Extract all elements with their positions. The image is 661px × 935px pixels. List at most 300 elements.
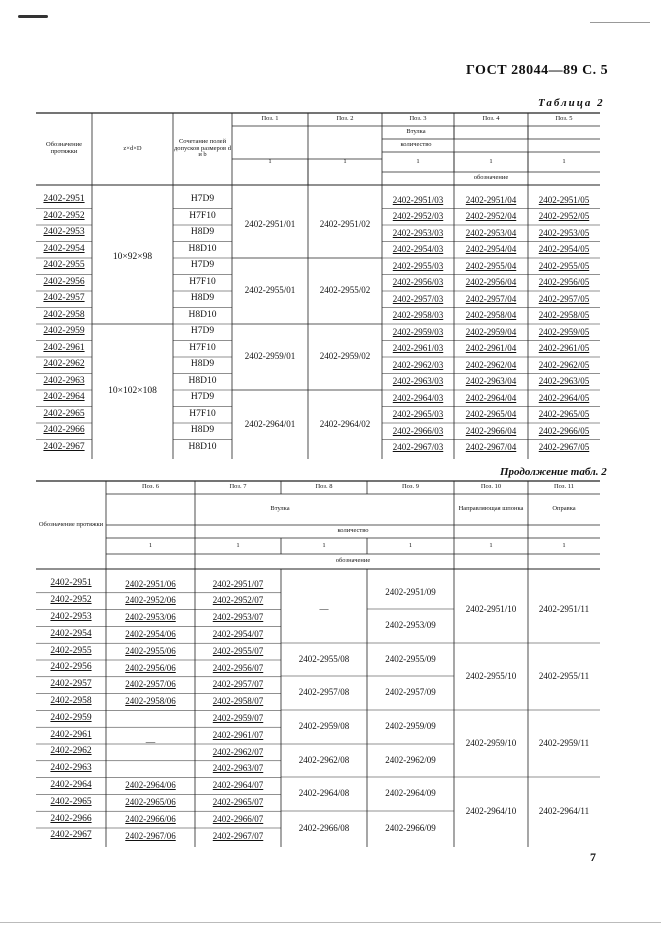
row-pos3-text: 2402-2961/03 [392,343,444,354]
dim-group-2-text: 10×102×108 [108,385,157,396]
cont-qty-value-10-text: 1 [489,541,493,549]
row-pos4-text: 2402-2963/04 [465,376,517,387]
pos9-group-5 [367,710,454,744]
row-pos3-text: 2402-2963/03 [392,376,444,387]
pos-label-2-text: Поз. 2 [336,115,354,123]
row-fit-text: H7F10 [189,276,216,287]
qty-value-2-text: 1 [343,157,347,165]
row-fit [173,423,232,440]
qty-value-4 [454,152,528,172]
row-fit [173,390,232,407]
cont-row-pos6-text: 2402-2965/06 [125,797,176,808]
row-pos3-text: 2402-2953/03 [392,227,444,238]
row-item-text: 2402-2958 [43,309,85,320]
row-pos3 [382,258,454,275]
row-fit-text: H8D10 [188,309,217,320]
row-pos5 [528,308,600,325]
cont-row-item-text: 2402-2956 [50,662,92,673]
quantity-header-text: количество [400,141,432,149]
row-item [36,440,92,457]
cont-row-item-text: 2402-2963 [50,763,92,774]
cont-row-item [36,694,106,711]
row-fit-text: H8D10 [188,441,217,452]
designation-header [382,172,600,185]
cont-row-pos6 [106,677,195,694]
cont-row-item-text: 2402-2961 [50,729,92,740]
pos11-group-4 [528,777,600,847]
row-pos3-text: 2402-2959/03 [392,326,444,337]
row-fit-text: H8D10 [188,243,217,254]
row-pos5-text: 2402-2954/05 [538,244,590,255]
pos10-group-2 [454,643,528,710]
pos-label-1-text: Поз. 1 [261,115,279,123]
row-item [36,374,92,391]
row-pos3 [382,440,454,457]
row-fit-text: H8D9 [190,359,215,370]
cont-row-item-text: 2402-2953 [50,612,92,622]
pos11-group-1-text: 2402-2951/11 [538,603,590,614]
cont-row-item-text: 2402-2959 [50,712,92,723]
row-fit-text: H8D9 [190,227,215,238]
cont-row-item [36,677,106,694]
cont-row-pos6 [106,626,195,643]
row-pos5 [528,258,600,275]
pos8-group-4 [281,710,367,744]
row-pos5-text: 2402-2953/05 [538,227,590,238]
cont-col-designation-header-text: Обозначение протяжки [38,520,104,528]
cont-row-pos7-text: 2402-2954/07 [212,629,264,640]
row-pos3-text: 2402-2951/03 [392,194,444,205]
pos11-group-3 [528,710,600,777]
cont-qty-value-8 [281,538,367,554]
cont-qty-value-11 [528,538,600,554]
row-fit [173,242,232,259]
row-pos5-text: 2402-2951/05 [538,194,590,205]
row-pos4 [454,225,528,242]
row-item-text: 2402-2957 [43,293,85,304]
cont-row-item-text: 2402-2952 [50,595,92,606]
cont-designation-header-text: обозначение [335,557,371,565]
row-pos5-text: 2402-2958/05 [538,310,590,321]
pos2-group-1-text: 2402-2951/02 [319,219,371,230]
row-fit [173,407,232,424]
cont-pos-label-10 [454,481,528,494]
pos1-group-2-text: 2402-2955/01 [244,285,296,296]
row-item [36,357,92,374]
pos9-group-7-text: 2402-2964/09 [385,788,436,799]
row-pos3 [382,341,454,358]
col-designation-header [36,113,92,185]
pos11-group-2 [528,643,600,710]
cont-row-pos7 [195,694,281,711]
cont-row-item-text: 2402-2964 [50,780,92,790]
row-pos3-text: 2402-2964/03 [392,392,444,403]
row-pos4-text: 2402-2954/04 [465,244,517,255]
col-fits-header [173,113,232,185]
cont-row-pos7-text: 2402-2964/07 [212,780,264,791]
cont-row-item-text: 2402-2954 [50,628,92,639]
row-fit-text: H7D9 [190,326,215,337]
pos1-group-2 [232,258,308,324]
row-fit-text: H7D9 [190,260,215,271]
row-pos3 [382,275,454,292]
cont-row-pos6-text: 2402-2966/06 [125,813,176,824]
row-pos3 [382,374,454,391]
row-item-text: 2402-2955 [43,260,85,271]
cont-row-item-text: 2402-2965 [50,796,92,807]
cont-row-pos6-text: 2402-2952/06 [125,595,176,606]
cont-quantity-header-text: количество [337,527,369,535]
cont-qty-value-7-text: 1 [236,541,240,549]
pos-label-2 [308,113,382,126]
cont-row-pos6 [106,778,195,795]
row-item [36,258,92,275]
cont-row-item [36,811,106,828]
cont-row-item [36,710,106,727]
cont-qty-value-9-text: 1 [408,541,413,549]
row-pos3-text: 2402-2965/03 [392,409,444,420]
row-pos5-text: 2402-2964/05 [538,392,590,403]
mandrel-header-text: Оправка [552,505,576,513]
row-pos3-text: 2402-2967/03 [392,442,444,453]
row-pos5-text: 2402-2952/05 [538,211,590,222]
cont-row-pos7 [195,727,281,744]
row-pos5 [528,357,600,374]
designation-header-text: обозначение [473,174,509,182]
cont-pos-label-10-text: Поз. 10 [480,483,502,491]
quantity-header [232,139,600,152]
cont-row-pos6 [106,593,195,610]
cont-qty-value-11-text: 1 [562,541,566,549]
row-pos5 [528,209,600,226]
row-pos5 [528,242,600,259]
cont-row-item [36,727,106,744]
pos9-group-8-text: 2402-2966/09 [385,823,436,834]
pos8-group-3-text: 2402-2957/08 [298,687,350,698]
pos10-group-4 [454,777,528,847]
pos11-group-4-text: 2402-2964/11 [538,806,590,817]
col-designation-header-text: Обозначение протяжки [46,141,82,155]
cont-qty-value-7 [195,538,281,554]
pos9-group-1 [367,576,454,609]
cont-row-pos7 [195,660,281,677]
row-item [36,291,92,308]
row-item-text: 2402-2954 [43,243,85,254]
pos9-group-4-text: 2402-2957/09 [385,687,436,698]
cont-qty-value-9 [367,538,454,554]
pos9-group-8 [367,811,454,847]
pos11-group-3-text: 2402-2959/11 [538,737,590,748]
qty-value-5-text: 1 [562,157,566,165]
row-fit [173,357,232,374]
row-item [36,390,92,407]
row-pos5-text: 2402-2956/05 [538,277,590,288]
cont-col-designation-header [36,481,106,569]
pos10-group-3 [454,710,528,777]
cont-row-pos7 [195,778,281,795]
row-pos5-text: 2402-2955/05 [538,260,590,271]
row-pos4-text: 2402-2965/04 [465,409,517,420]
row-pos4-text: 2402-2953/04 [465,227,517,238]
pos10-group-1 [454,576,528,643]
row-item [36,275,92,292]
row-fit [173,225,232,242]
pos8-group-6 [281,777,367,811]
row-item [36,423,92,440]
cont-designation-header [106,554,600,569]
row-item-text: 2402-2966 [43,425,85,436]
cont-pos-label-7-text: Поз. 7 [229,483,247,491]
cont-row-pos6 [106,643,195,660]
cont-row-item [36,761,106,778]
cont-row-item [36,660,106,677]
row-pos4-text: 2402-2966/04 [465,425,517,436]
cont-row-pos6 [106,660,195,677]
cont-pos-label-9 [367,481,454,494]
cont-row-pos6-text: 2402-2956/06 [125,662,176,673]
row-fit [173,291,232,308]
pos9-group-4 [367,676,454,710]
row-item-text: 2402-2956 [43,276,85,287]
row-pos5-text: 2402-2965/05 [538,409,590,420]
cont-qty-value-6 [106,538,195,554]
row-item-text: 2402-2951 [43,194,85,205]
row-pos5 [528,192,600,209]
qty-value-3-text: 1 [416,157,420,165]
row-fit [173,275,232,292]
pos1-group-4 [232,390,308,459]
cont-row-item [36,744,106,761]
row-pos3-text: 2402-2954/03 [392,244,444,255]
cont-row-pos6 [106,794,195,811]
pos2-group-2-text: 2402-2955/02 [319,285,371,296]
cont-row-item [36,828,106,845]
row-pos5-text: 2402-2959/05 [538,326,590,337]
cont-qty-value-10 [454,538,528,554]
row-pos3-text: 2402-2956/03 [392,277,444,288]
row-fit [173,324,232,341]
qty-value-2 [308,152,382,172]
row-pos5-text: 2402-2962/05 [538,359,590,370]
cont-row-pos7-text: 2402-2958/07 [212,696,264,707]
cont-quantity-header [106,525,600,538]
cont-row-item-text: 2402-2962 [50,746,92,757]
guide-key-header-text: Направляющая шпонка [458,505,524,513]
cont-pos-label-6 [106,481,195,494]
cont-pos-label-11 [528,481,600,494]
pos-label-3 [382,113,454,126]
cont-pos-label-9-text: Поз. 9 [401,483,419,491]
row-pos3 [382,423,454,440]
pos2-group-1 [308,192,382,258]
pos-label-5-text: Поз. 5 [555,115,573,123]
col-fits-header-text: Сочетание полей допусков размеров d и b [174,137,231,159]
cont-row-pos7-text: 2402-2966/07 [212,813,264,824]
qty-value-1-text: 1 [268,157,272,165]
cont-row-pos6-text: 2402-2967/06 [125,830,176,841]
row-pos4 [454,324,528,341]
col-dims-header-text: z×d×D [123,144,142,152]
dim-group-1 [92,192,173,324]
pos11-group-1 [528,576,600,643]
qty-value-4-text: 1 [489,157,493,165]
row-pos4-text: 2402-2956/04 [465,277,517,288]
page-number: 7 [590,850,596,864]
row-pos5 [528,291,600,308]
pos2-group-4 [308,390,382,459]
pos-label-1 [232,113,308,126]
cont-qty-value-6-text: 1 [148,541,153,549]
cont-row-pos7-text: 2402-2952/07 [212,595,264,606]
pos8-group-4-text: 2402-2959/08 [298,721,350,732]
cont-row-item-text: 2402-2955 [50,645,92,656]
cont-pos-label-6-text: Поз. 6 [141,483,159,491]
cont-sleeve-header [106,494,454,525]
row-fit [173,440,232,457]
row-pos5-text: 2402-2961/05 [538,343,590,354]
cont-sleeve-header-text: Втулка [270,505,290,513]
cont-row-item-text: 2402-2958 [50,696,92,706]
page-header: ГОСТ 28044—89 С. 5 [466,63,609,78]
row-item-text: 2402-2953 [43,227,85,238]
cont-row-pos6 [106,610,195,627]
row-pos3-text: 2402-2955/03 [392,260,444,271]
cont-row-pos7 [195,710,281,727]
pos9-group-6-text: 2402-2962/09 [385,754,436,765]
row-pos5 [528,374,600,391]
pos1-group-1-text: 2402-2951/01 [244,219,296,230]
sleeve-header-text: Втулка [406,128,426,136]
cont-pos-label-8 [281,481,367,494]
cont-row-pos7-text: 2402-2956/07 [212,662,264,673]
pos-label-5 [528,113,600,126]
cont-row-pos7 [195,593,281,610]
row-pos4 [454,407,528,424]
cont-row-item-text: 2402-2951 [50,578,92,589]
row-pos3 [382,192,454,209]
row-fit [173,192,232,209]
row-pos5-text: 2402-2967/05 [538,442,590,453]
pos8-group-5-text: 2402-2962/08 [298,754,350,765]
dim-group-1-text: 10×92×98 [112,252,153,263]
pos1-group-1 [232,192,308,258]
table-caption: Таблица 2 [538,97,605,109]
row-fit [173,258,232,275]
row-pos4 [454,374,528,391]
cont-row-pos6-text: 2402-2958/06 [125,696,176,707]
row-item-text: 2402-2962 [43,359,85,370]
cont-row-pos7 [195,610,281,627]
pos1-group-4-text: 2402-2964/01 [244,418,296,429]
cont-row-pos7 [195,677,281,694]
mandrel-header [528,494,600,525]
row-pos4-text: 2402-2957/04 [465,293,517,304]
cont-row-pos7 [195,643,281,660]
pos11-group-2-text: 2402-2955/11 [538,670,590,681]
pos9-group-3-text: 2402-2955/09 [385,653,436,664]
pos9-group-3 [367,643,454,676]
qty-value-3 [382,152,454,172]
row-fit-text: H7F10 [189,342,216,353]
cont-row-pos7-text: 2402-2955/07 [212,645,264,656]
row-pos4-text: 2402-2951/04 [465,194,517,205]
row-pos5-text: 2402-2963/05 [538,376,590,387]
row-item-text: 2402-2952 [43,210,85,221]
cont-row-pos7 [195,761,281,778]
row-fit-text: H8D9 [190,293,215,304]
row-fit-text: H7F10 [189,210,216,221]
cont-qty-value-8-text: 1 [322,541,326,549]
row-pos5 [528,225,600,242]
pos9-group-2-text: 2402-2953/09 [385,620,436,631]
row-fit-text: H8D10 [188,375,217,386]
row-item [36,209,92,226]
row-pos3-text: 2402-2958/03 [392,310,444,321]
row-pos3-text: 2402-2957/03 [392,293,444,304]
row-pos4-text: 2402-2959/04 [465,326,517,337]
continuation-caption: Продолжение табл. 2 [500,466,607,478]
row-item-text: 2402-2961 [43,342,85,353]
row-pos4-text: 2402-2967/04 [465,442,517,453]
cont-row-pos6-text: 2402-2957/06 [125,679,176,690]
row-item [36,324,92,341]
cont-row-item [36,626,106,643]
row-pos4-text: 2402-2964/04 [465,392,517,403]
pos-label-3-text: Поз. 3 [409,115,427,123]
row-pos3 [382,324,454,341]
row-pos4 [454,258,528,275]
cont-row-pos6-text: 2402-2954/06 [125,629,176,640]
pos8-group-2 [281,643,367,676]
pos-label-4 [454,113,528,126]
cont-row-pos7-text: 2402-2962/07 [212,746,264,757]
cont-row-pos7-text: 2402-2967/07 [212,830,264,841]
cont-pos-label-7 [195,481,281,494]
cont-row-pos6-text: 2402-2964/06 [125,780,176,791]
cont-row-pos7-text: 2402-2957/07 [212,679,264,690]
cont-row-pos7 [195,626,281,643]
cont-pos-label-8-text: Поз. 8 [315,483,333,491]
pos8-group-7 [281,811,367,847]
row-fit-text: H7D9 [190,194,215,205]
cont-row-pos7 [195,828,281,845]
row-pos4-text: 2402-2962/04 [465,359,517,370]
pos8-group-7-text: 2402-2966/08 [298,823,350,834]
pos9-group-6 [367,744,454,777]
cont-row-pos7-text: 2402-2959/07 [212,713,264,724]
row-pos5 [528,440,600,457]
row-pos3-text: 2402-2962/03 [392,359,444,370]
row-fit-text: H8D9 [190,425,215,436]
row-item-text: 2402-2967 [43,441,85,452]
cont-row-item-text: 2402-2967 [50,830,92,841]
pos8-group-1-text: — [319,603,329,614]
pos10-group-2-text: 2402-2955/10 [465,670,517,681]
row-pos4 [454,308,528,325]
row-pos5-text: 2402-2966/05 [538,425,590,436]
row-pos5-text: 2402-2957/05 [538,293,590,304]
pos2-group-4-text: 2402-2964/02 [319,418,371,429]
cont-row-pos7 [195,576,281,593]
pos-label-4-text: Поз. 4 [482,115,500,123]
row-pos5 [528,275,600,292]
pos2-group-3 [308,324,382,390]
row-pos3 [382,225,454,242]
row-pos3 [382,357,454,374]
cont-row-pos7-text: 2402-2961/07 [212,729,264,740]
pos8-group-1 [281,576,367,643]
row-fit-text: H7F10 [189,408,216,419]
